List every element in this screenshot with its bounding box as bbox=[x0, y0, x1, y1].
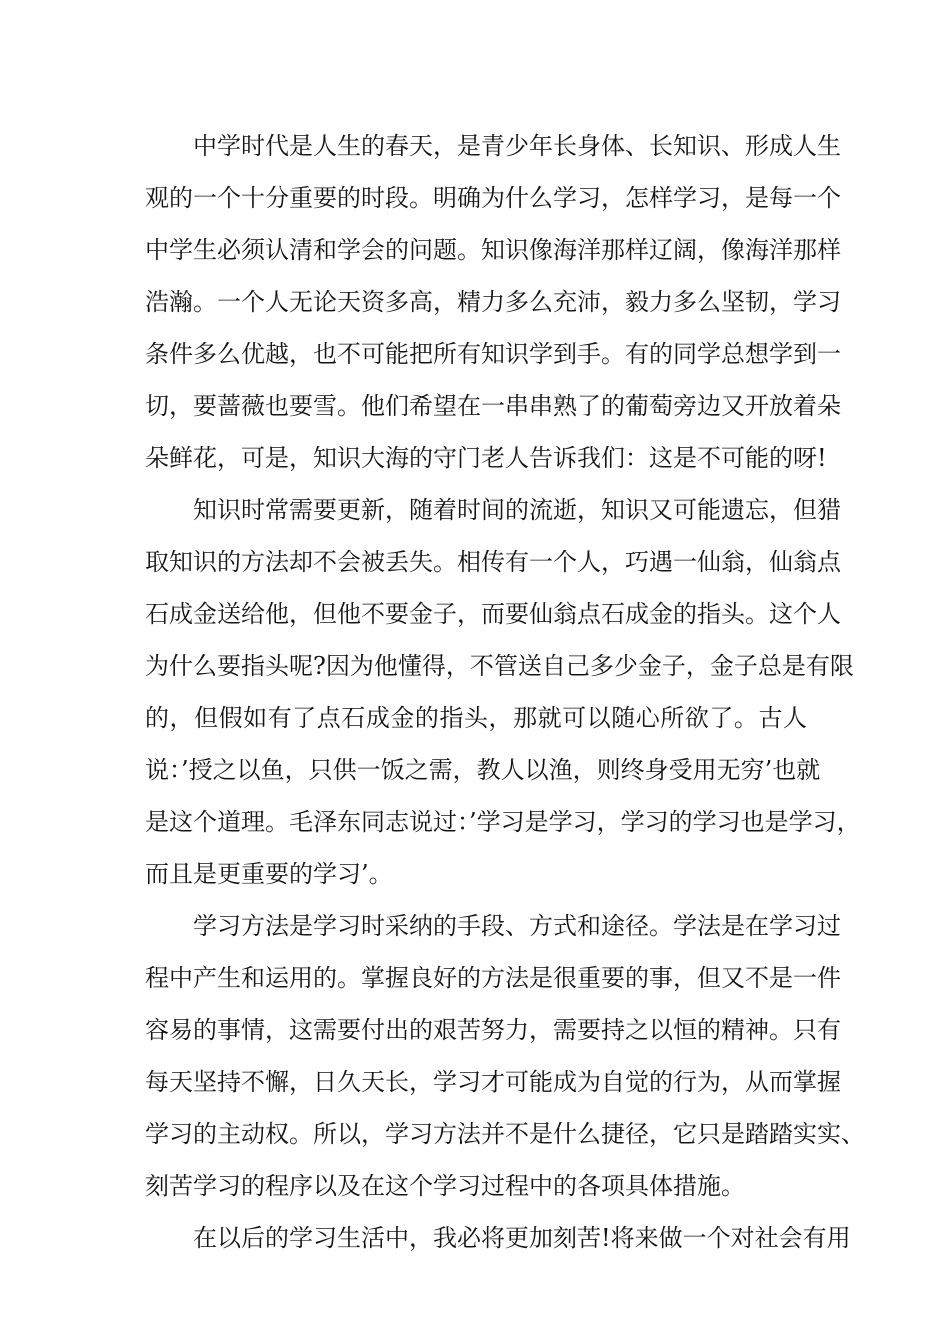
text-line: 切，要蔷薇也要雪。他们希望在一串串熟了的葡萄旁边又开放着朵 bbox=[145, 392, 841, 420]
text-line: 每天坚持不懈，日久天长，学习才可能成为自觉的行为，从而掌握 bbox=[145, 1068, 841, 1096]
text-line: 容易的事情，这需要付出的艰苦努力，需要持之以恒的精神。只有 bbox=[145, 1016, 841, 1044]
text-line: 中学生必须认清和学会的问题。知识像海洋那样辽阔，像海洋那样 bbox=[145, 236, 841, 264]
text-line: 说：’授之以鱼，只供一饭之需，教人以渔，则终身受用无穷’也就 bbox=[145, 756, 821, 784]
text-line: 石成金送给他，但他不要金子，而要仙翁点石成金的指头。这个人 bbox=[145, 600, 841, 628]
text-line: 程中产生和运用的。掌握良好的方法是很重要的事，但又不是一件 bbox=[145, 964, 841, 992]
text-line: 是这个道理。毛泽东同志说过：’学习是学习，学习的学习也是学习， bbox=[145, 808, 861, 836]
text-line: 学习方法是学习时采纳的手段、方式和途径。学法是在学习过 bbox=[193, 912, 841, 940]
text-line: 朵鲜花，可是，知识大海的守门老人告诉我们：这是不可能的呀! bbox=[145, 444, 827, 472]
text-line: 取知识的方法却不会被丢失。相传有一个人，巧遇一仙翁，仙翁点 bbox=[145, 548, 841, 576]
text-line: 刻苦学习的程序以及在这个学习过程中的各项具体措施。 bbox=[145, 1172, 745, 1200]
text-line: 而且是更重要的学习’。 bbox=[145, 860, 393, 888]
text-line: 学习的主动权。所以，学习方法并不是什么捷径，它只是踏踏实实、 bbox=[145, 1120, 865, 1148]
text-line: 为什么要指头呢?因为他懂得，不管送自己多少金子，金子总是有限 bbox=[145, 652, 854, 680]
text-line: 浩瀚。一个人无论天资多高，精力多么充沛，毅力多么坚韧，学习 bbox=[145, 288, 841, 316]
text-line: 中学时代是人生的春天，是青少年长身体、长知识、形成人生 bbox=[193, 132, 841, 160]
text-line: 观的一个十分重要的时段。明确为什么学习，怎样学习，是每一个 bbox=[145, 184, 841, 212]
text-line: 条件多么优越，也不可能把所有知识学到手。有的同学总想学到一 bbox=[145, 340, 841, 368]
text-line: 知识时常需要更新，随着时间的流逝，知识又可能遗忘，但猎 bbox=[193, 496, 841, 524]
text-line: 的，但假如有了点石成金的指头，那就可以随心所欲了。古人 bbox=[145, 704, 807, 732]
text-line: 在以后的学习生活中，我必将更加刻苦!将来做一个对社会有用 bbox=[193, 1224, 851, 1252]
